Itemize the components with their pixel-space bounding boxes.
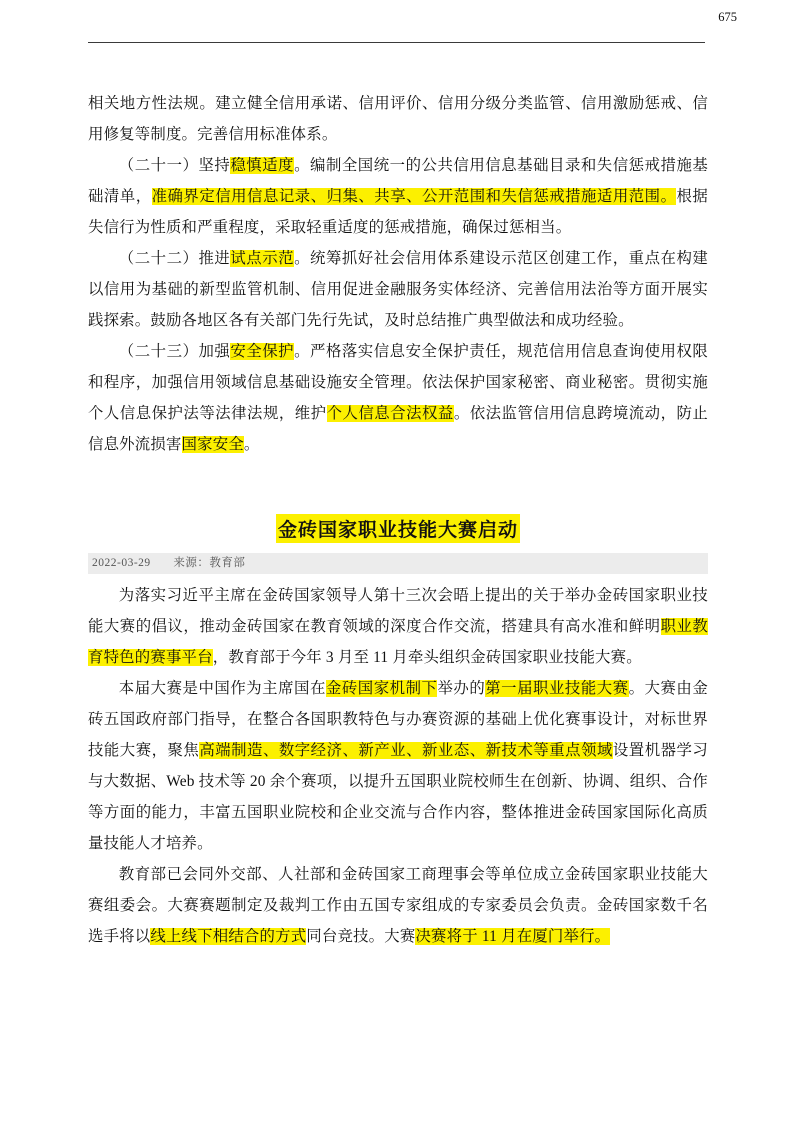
highlighted-text: 第一届职业技能大赛 — [485, 680, 629, 697]
page-number: 675 — [718, 10, 737, 24]
text-run: 相关地方性法规。建立健全信用承诺、信用评价、信用分级分类监管、信用激励惩戒、信用修复等制度。完善信用标准体系。 — [88, 95, 708, 143]
header-divider — [88, 42, 705, 43]
paragraph — [88, 673, 708, 859]
article-top-body — [88, 88, 708, 460]
text-run: （二十三）加强 — [118, 343, 231, 360]
text-run: 本届大赛是中国作为主席国在 — [118, 680, 326, 697]
highlighted-text: 决赛将于 11 月在厦门举行。 — [415, 928, 611, 945]
text-run: 。依法监管信用信息跨境流动，防止信息外流损害 — [88, 405, 708, 453]
text-run: 。大赛由金砖五国政府部门指导，在整合各国职教特色与办赛资源的基础上优化赛事设计，对标世界技能大赛，聚焦 — [88, 680, 708, 759]
text-run: 。严格落实信息安全保护责任，规范信用信息查询使用权限和程序，加强信用领域信息基础设施安全管理。依法保护国家秘密、商业秘密。贯彻实施个人信息保护法等法律法规，维护 — [88, 343, 708, 422]
text-run: 举办的 — [437, 680, 486, 697]
paragraph — [88, 150, 708, 243]
text-run: （二十一）坚持 — [118, 157, 231, 174]
text-run: ，教育部于今年 3 月至 11 月牵头组织金砖国家职业技能大赛。 — [212, 649, 642, 666]
highlighted-text: 高端制造、数字经济、新产业、新业态、新技术等重点领域 — [199, 742, 613, 759]
highlighted-text: 线上线下相结合的方式 — [150, 928, 307, 945]
highlighted-text: 准确界定信用信息记录、归集、共享、公开范围和失信惩戒措施适用范围。 — [151, 188, 677, 205]
page-content — [88, 88, 708, 952]
highlighted-text: 安全保护 — [230, 343, 295, 360]
paragraph — [88, 580, 708, 673]
article-title: 金砖国家职业技能大赛启动 — [276, 514, 520, 543]
highlighted-text: 稳慎适度 — [230, 157, 295, 174]
paragraph — [88, 859, 708, 952]
text-run: 。编制全国统一的公共信用信息基础目录和失信惩戒措施基础清单， — [88, 157, 708, 205]
text-run: 。统筹抓好社会信用体系建设示范区创建工作，重点在构建以信用为基础的新型监管机制、信用促进金融服务实体经济、完善信用法治等方面开展实践探索。鼓励各地区各有关部门先行先试，及时总结推广典型做法和成功经验。 — [88, 250, 708, 329]
text-run: 同台竞技。大赛 — [306, 928, 416, 945]
text-run: （二十二）推进 — [118, 250, 231, 267]
paragraph — [88, 336, 708, 460]
text-run: 根据失信行为性质和严重程度，采取轻重适度的惩戒措施，确保过惩相当。 — [88, 188, 708, 236]
article-meta-bar — [88, 553, 708, 574]
highlighted-text: 职业教育特色的赛事平台 — [88, 618, 708, 666]
article-bottom-body — [88, 580, 708, 952]
article-date: 2022-03-29 — [92, 557, 151, 569]
paragraph — [88, 88, 708, 150]
highlighted-text: 试点示范 — [230, 250, 295, 267]
paragraph — [88, 243, 708, 336]
article-source: 来源：教育部 — [173, 557, 246, 569]
text-run: 。 — [243, 436, 260, 453]
highlighted-text: 个人信息合法权益 — [326, 405, 454, 422]
highlighted-text: 金砖国家机制下 — [325, 680, 438, 697]
text-run: 为落实习近平主席在金砖国家领导人第十三次会晤上提出的关于举办金砖国家职业技能大赛的倡议，推动金砖国家在教育领域的深度合作交流，搭建具有高水准和鲜明 — [88, 587, 708, 635]
article-title-wrap — [88, 514, 708, 543]
text-run: 设置机器学习与大数据、Web 技术等 20 余个赛项，以提升五国职业院校师生在创新、协调、组织、合作等方面的能力，丰富五国职业院校和企业交流与合作内容，整体推进金砖国家国际化高质量技能人才培养。 — [88, 742, 709, 852]
highlighted-text: 国家安全 — [181, 436, 244, 453]
text-run: 教育部已会同外交部、人社部和金砖国家工商理事会等单位成立金砖国家职业技能大赛组委会。大赛赛题制定及裁判工作由五国专家组成的专家委员会负责。金砖国家数千名选手将以 — [88, 866, 708, 945]
